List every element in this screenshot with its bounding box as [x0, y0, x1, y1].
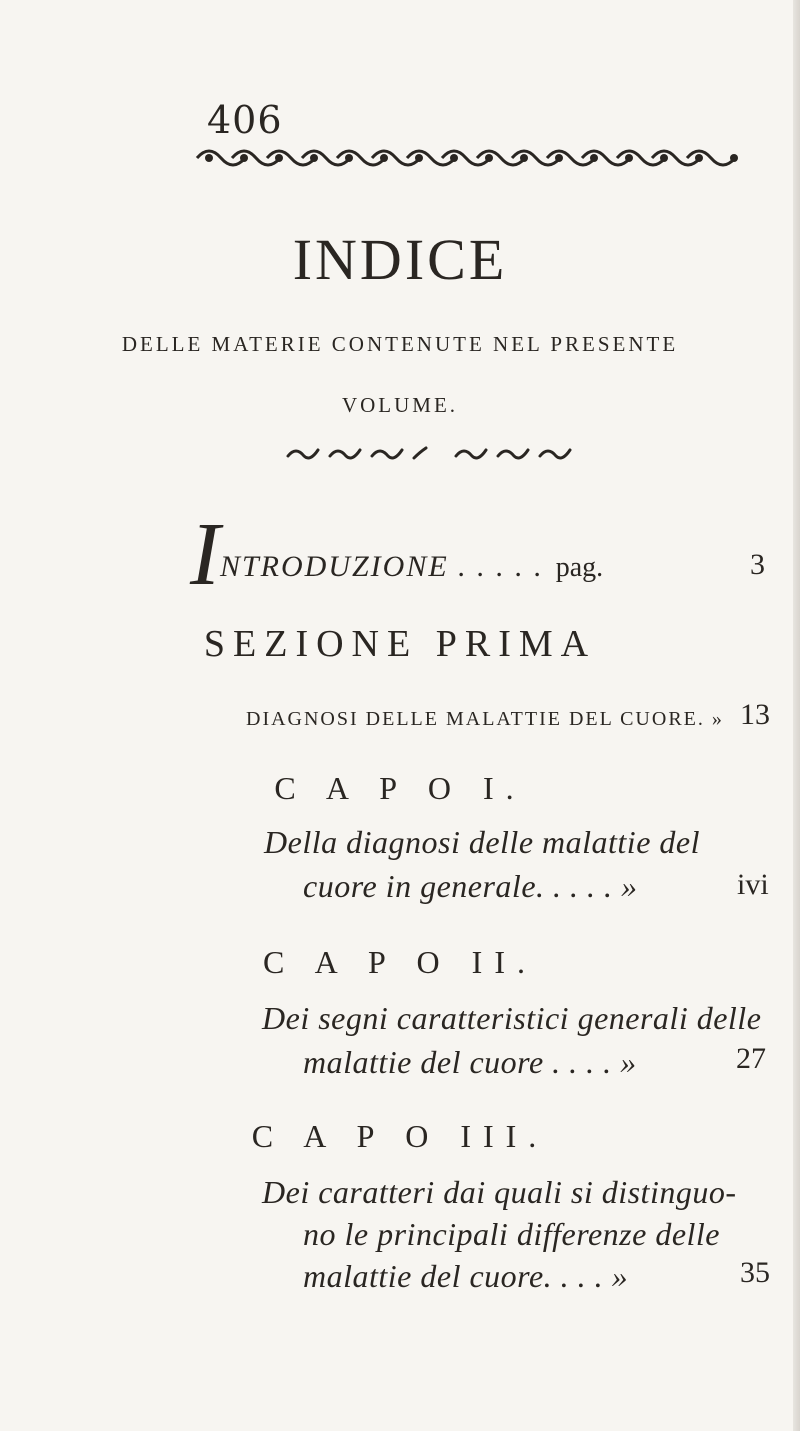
- chapter-1-page: ivi: [737, 868, 769, 901]
- chapter-1-heading: C A P O I.: [274, 770, 526, 806]
- chapter-2-page: 27: [736, 1042, 766, 1075]
- chapter-3-line-1: Dei caratteri dai quali si distinguo-: [262, 1174, 737, 1210]
- swirl-divider-icon: [280, 440, 600, 464]
- intro-entry: [190, 503, 603, 606]
- chapter-3-line-2: no le principali differenze delle: [303, 1216, 720, 1252]
- chapter-1-line-2: cuore in generale. . . . . »: [303, 868, 638, 904]
- page-edge: [793, 0, 800, 1431]
- subtitle-line-2: VOLUME.: [341, 393, 459, 417]
- chapter-2-line-2: malattie del cuore . . . . »: [303, 1044, 637, 1080]
- page-number: 406: [207, 98, 283, 142]
- subtitle-line-1: DELLE MATERIE CONTENUTE NEL PRESENTE: [121, 332, 679, 356]
- section-page: 13: [740, 698, 770, 731]
- chapter-3-page: 35: [740, 1256, 770, 1289]
- chapter-3-line-3: malattie del cuore. . . . »: [303, 1258, 629, 1294]
- pag-label: pag.: [555, 552, 604, 583]
- chapter-1-line-1: Della diagnosi delle malattie del: [264, 824, 700, 860]
- section-line: DIAGNOSI DELLE MALATTIE DEL CUORE. »: [246, 708, 724, 730]
- intro-page: 3: [750, 548, 765, 581]
- chapter-2-heading: C A P O II.: [263, 944, 537, 980]
- page-title: INDICE: [292, 227, 508, 292]
- intro-label: NTRODUZIONE . . . . .: [219, 550, 544, 583]
- chapter-2-line-1: Dei segni caratteristici generali delle: [262, 1000, 762, 1036]
- chapter-3-heading: C A P O III.: [251, 1118, 549, 1154]
- section-title: SEZIONE PRIMA: [203, 623, 597, 665]
- drop-initial: I: [190, 505, 220, 604]
- ornament-band-icon: [192, 143, 757, 173]
